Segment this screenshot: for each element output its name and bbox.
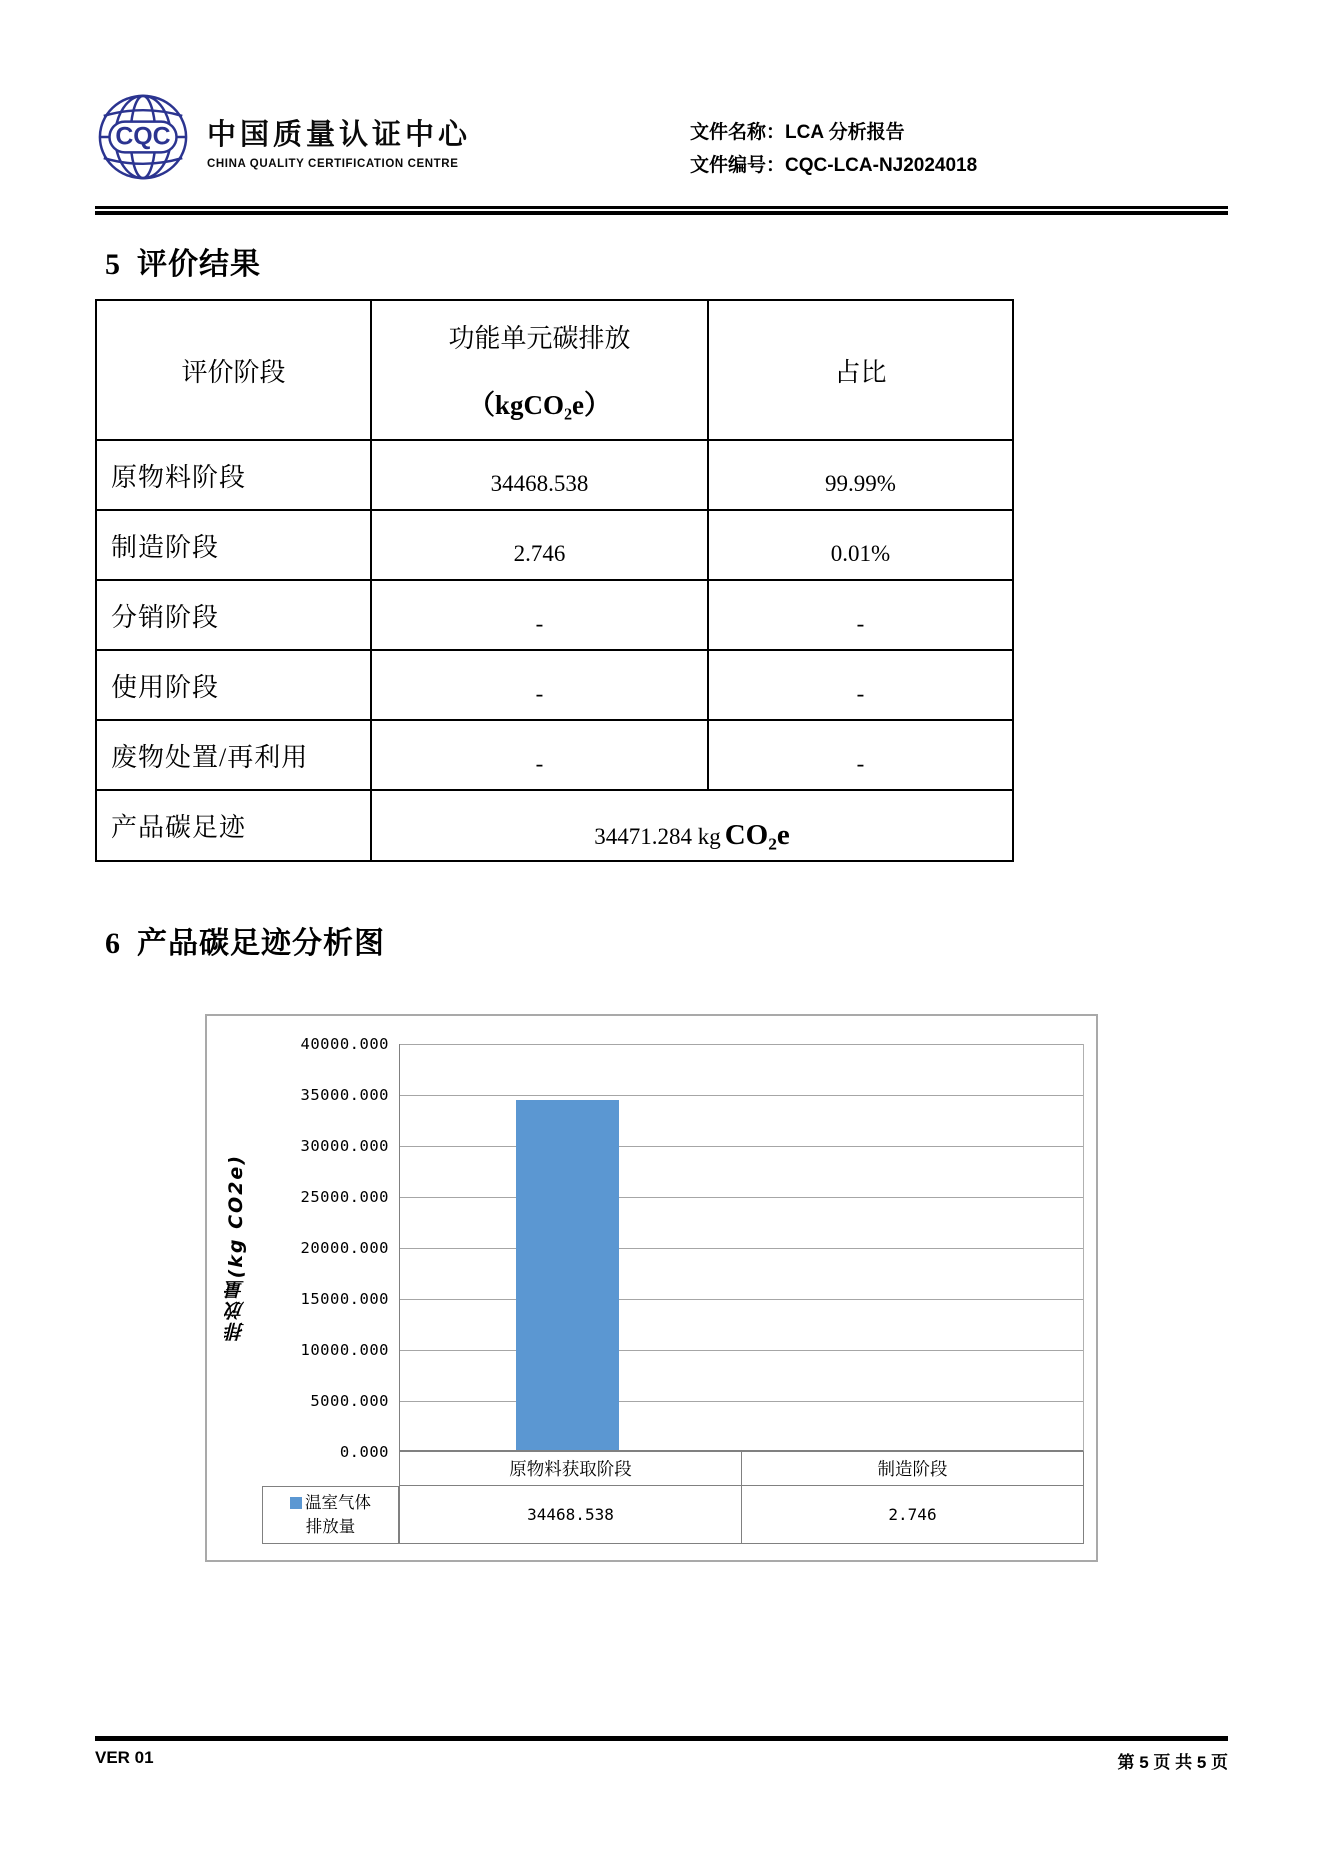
y-tick: 0.000 bbox=[339, 1443, 389, 1461]
table-header-row bbox=[96, 300, 1013, 440]
total-value-unit: CO₂e bbox=[724, 819, 790, 851]
y-tick: 15000.000 bbox=[300, 1290, 389, 1308]
bar-raw-material-stage bbox=[516, 1100, 618, 1450]
legend-color-swatch-icon bbox=[290, 1497, 302, 1509]
chart-legend bbox=[262, 1486, 399, 1544]
total-stage-name: 产品碳足迹 bbox=[96, 790, 371, 861]
logo-text bbox=[207, 104, 471, 170]
table-row bbox=[96, 650, 1013, 720]
y-axis-title-cell bbox=[213, 1044, 257, 1452]
legend-text-line1: 温室气体 bbox=[305, 1494, 371, 1512]
footer-version: VER 01 bbox=[95, 1748, 154, 1767]
section5-number: 5 bbox=[105, 248, 121, 281]
file-name-value: LCA 分析报告 bbox=[785, 122, 905, 143]
category-label: 制造阶段 bbox=[742, 1452, 1084, 1486]
emission-value: 34468.538 bbox=[371, 440, 708, 510]
stage-name: 分销阶段 bbox=[96, 580, 371, 650]
share-value: 0.01% bbox=[708, 510, 1013, 580]
stage-name: 制造阶段 bbox=[96, 510, 371, 580]
emission-value: - bbox=[371, 650, 708, 720]
y-tick: 10000.000 bbox=[300, 1341, 389, 1359]
y-axis-tick-labels bbox=[257, 1035, 399, 1461]
y-tick: 5000.000 bbox=[310, 1392, 389, 1410]
y-axis-title: 排放量(kg CO2e) bbox=[224, 1154, 247, 1342]
cqc-globe-icon bbox=[95, 92, 191, 182]
x-axis-category-row bbox=[399, 1452, 1084, 1486]
y-tick: 40000.000 bbox=[300, 1035, 389, 1053]
stage-name: 废物处置/再利用 bbox=[96, 720, 371, 790]
table-row bbox=[96, 720, 1013, 790]
section6-number: 6 bbox=[105, 927, 121, 960]
legend-entry bbox=[290, 1491, 371, 1515]
logo-name-en: CHINA QUALITY CERTIFICATION CENTRE bbox=[207, 158, 459, 170]
emission-value: - bbox=[371, 580, 708, 650]
table-row bbox=[96, 580, 1013, 650]
cqc-logo bbox=[95, 92, 1228, 182]
header-cell-share: 占比 bbox=[708, 300, 1013, 440]
table-row bbox=[96, 510, 1013, 580]
total-footprint-value bbox=[371, 790, 1013, 861]
stage-name: 使用阶段 bbox=[96, 650, 371, 720]
total-value-number: 34471.284 kg bbox=[594, 824, 721, 849]
footer-page-number: 第 5 页 共 5 页 bbox=[1117, 1753, 1228, 1772]
table-row bbox=[96, 440, 1013, 510]
share-value: - bbox=[708, 650, 1013, 720]
header-cell-stage: 评价阶段 bbox=[96, 300, 371, 440]
file-name-label: 文件名称： bbox=[690, 122, 786, 143]
page-footer bbox=[95, 1748, 1228, 1773]
section6-heading bbox=[105, 924, 1228, 964]
file-no-label: 文件编号： bbox=[690, 155, 786, 176]
share-value: - bbox=[708, 580, 1013, 650]
data-table-value: 2.746 bbox=[742, 1486, 1084, 1544]
page-header bbox=[95, 92, 1228, 184]
plot-area bbox=[399, 1044, 1084, 1452]
file-name-line bbox=[690, 116, 977, 149]
section6-title: 产品碳足迹分析图 bbox=[137, 927, 385, 960]
table-total-row bbox=[96, 790, 1013, 861]
logo-name-cn: 中国质量认证中心 bbox=[207, 119, 472, 151]
category-label: 原物料获取阶段 bbox=[399, 1452, 742, 1486]
evaluation-results-table bbox=[95, 299, 1014, 862]
carbon-footprint-bar-chart bbox=[205, 1014, 1098, 1562]
header-emission-line1: 功能单元碳排放 bbox=[448, 324, 631, 353]
file-info-block bbox=[690, 116, 977, 182]
y-tick: 25000.000 bbox=[300, 1188, 389, 1206]
file-no-line bbox=[690, 149, 977, 182]
y-tick: 20000.000 bbox=[300, 1239, 389, 1257]
file-no-value: CQC-LCA-NJ2024018 bbox=[785, 155, 978, 176]
section5-title: 评价结果 bbox=[137, 248, 261, 281]
emission-value: 2.746 bbox=[371, 510, 708, 580]
stage-name: 原物料阶段 bbox=[96, 440, 371, 510]
footer-divider-rule bbox=[95, 1736, 1228, 1741]
chart-data-table-row bbox=[399, 1486, 1084, 1544]
section5-heading bbox=[105, 245, 1228, 285]
y-tick: 30000.000 bbox=[300, 1137, 389, 1155]
share-value: 99.99% bbox=[708, 440, 1013, 510]
header-cell-emission bbox=[371, 300, 708, 440]
data-table-value: 34468.538 bbox=[399, 1486, 742, 1544]
header-divider-rule bbox=[95, 206, 1228, 215]
y-tick: 35000.000 bbox=[300, 1086, 389, 1104]
logo-acronym: CQC bbox=[115, 122, 171, 151]
legend-text-line2: 排放量 bbox=[305, 1518, 356, 1536]
header-emission-line2: （kgCO₂e） bbox=[467, 390, 612, 420]
share-value: - bbox=[708, 720, 1013, 790]
emission-value: - bbox=[371, 720, 708, 790]
